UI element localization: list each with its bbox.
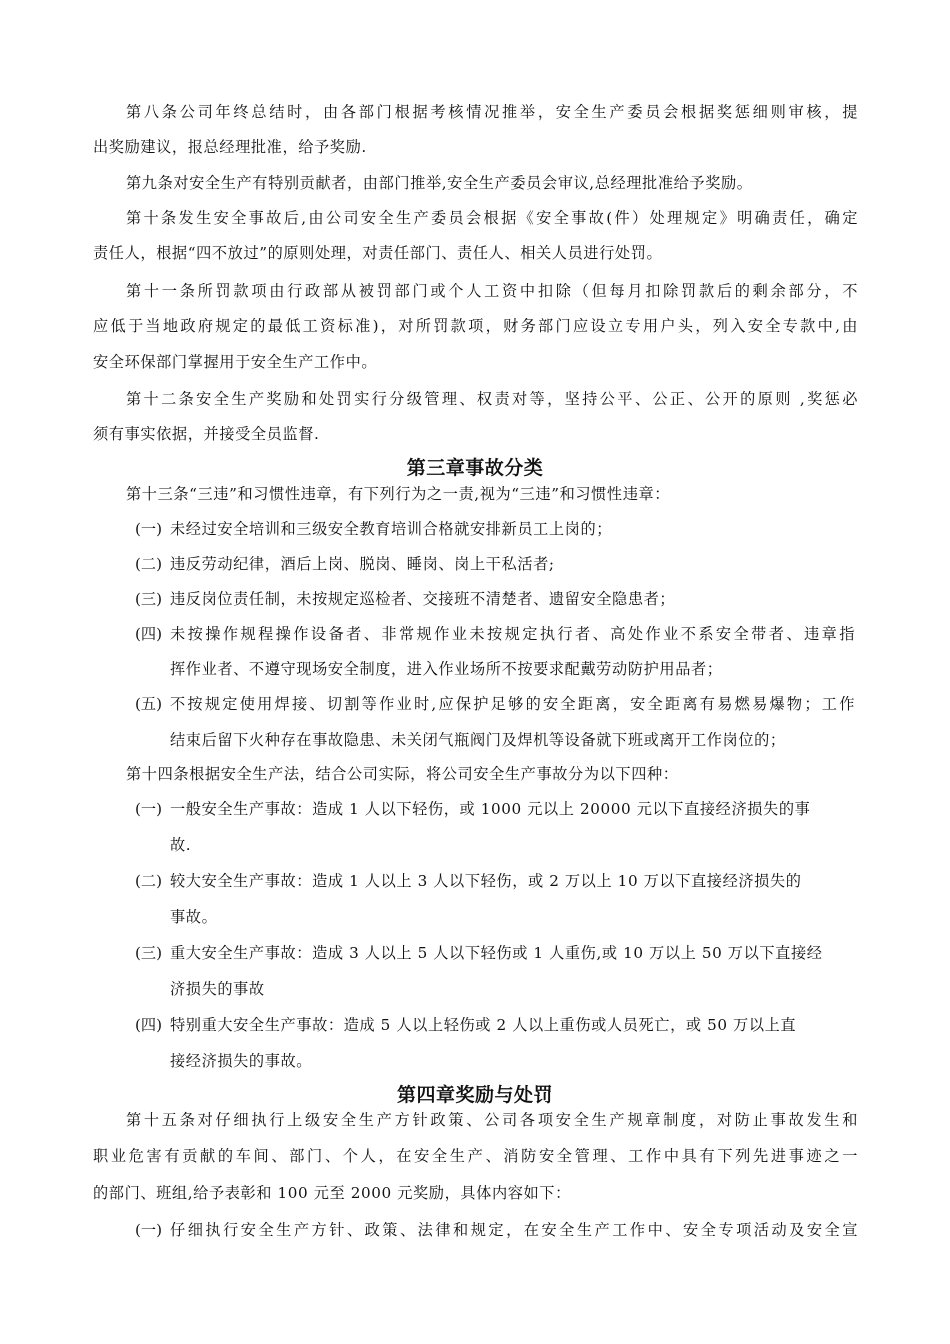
article-10-line-2: 责任人，根据“四不放过”的原则处理，对责任部门、责任人、相关人员进行处罚。 — [93, 244, 663, 262]
item13-1-line-1: 未经过安全培训和三级安全教育培训合格就安排新员工上岗的； — [170, 520, 613, 538]
article-10-line-1: 第十条发生安全事故后,由公司安全生产委员会根据《安全事故(件）处理规定》明确责任，确定 — [126, 209, 858, 227]
item14-1-number: (一) — [135, 800, 163, 818]
item13-5-line-1: 不按规定使用焊接、切割等作业时,应保护足够的安全距离，安全距离有易燃易爆物；工作 — [170, 695, 855, 713]
article-12-line-2: 须有事实依据，并接受全员监督. — [93, 425, 320, 443]
chapter-3-heading: 第三章事故分类 — [406, 457, 544, 479]
article-13-line: 第十三条“三违”和习惯性违章，有下列行为之一责,视为“三违”和习惯性违章： — [126, 485, 671, 503]
article-12-line-1: 第十二条安全生产奖励和处罚实行分级管理、权责对等，坚持公平、公正、公开的原则 ,奖惩必 — [126, 390, 858, 408]
item15-1-line-1: 仔细执行安全生产方针、政策、法律和规定，在安全生产工作中、安全专项活动及安全宣 — [170, 1221, 858, 1239]
article-15-line-1: 第十五条对仔细执行上级安全生产方针政策、公司各项安全生产规章制度，对防止事故发生和 — [126, 1111, 858, 1129]
item13-3-line-1: 违反岗位责任制，未按规定巡检者、交接班不清楚者、遗留安全隐患者； — [170, 590, 676, 608]
item14-4-number: (四) — [135, 1016, 163, 1034]
article-15-line-3: 的部门、班组,给予表彰和 100 元至 2000 元奖励，具体内容如下： — [93, 1184, 571, 1202]
article-15-line-2: 职业危害有贡献的车间、部门、个人，在安全生产、消防安全管理、工作中具有下列先进事迹之一 — [93, 1147, 858, 1165]
item14-1-line-1: 一般安全生产事故：造成 1 人以下轻伤，或 1000 元以上 20000 元以下直接经济损失的事 — [170, 800, 811, 818]
item14-1-line-2: 故. — [170, 836, 192, 854]
item13-4-number: (四) — [135, 625, 163, 643]
article-11-line-2: 应低于当地政府规定的最低工资标准)，对所罚款项，财务部门应设立专用户头，列入安全专款中,由 — [93, 317, 858, 335]
item13-5-line-2: 结束后留下火种存在事故隐患、未关闭气瓶阀门及焊机等设备就下班或离开工作岗位的； — [170, 731, 786, 749]
item14-3-number: (三) — [135, 944, 163, 962]
article-8-line-1: 第八条公司年终总结时，由各部门根据考核情况推举，安全生产委员会根据奖惩细则审核，提 — [126, 103, 858, 121]
chapter-4-heading: 第四章奖励与处罚 — [396, 1084, 553, 1106]
article-11-line-1: 第十一条所罚款项由行政部从被罚部门或个人工资中扣除（但每月扣除罚款后的剩余部分，不 — [126, 282, 858, 300]
item14-4-line-2: 接经济损失的事故。 — [170, 1052, 313, 1070]
item14-2-number: (二) — [135, 872, 163, 890]
item13-4-line-2: 挥作业者、不遵守现场安全制度，进入作业场所不按要求配戴劳动防护用品者； — [170, 660, 723, 678]
item13-5-number: (五) — [135, 695, 163, 713]
article-14-line: 第十四条根据安全生产法，结合公司实际，将公司安全生产事故分为以下四种： — [126, 765, 679, 783]
item14-2-line-1: 较大安全生产事故：造成 1 人以上 3 人以下轻伤，或 2 万以上 10 万以下直接经济损失的 — [170, 872, 802, 890]
item13-3-number: (三) — [135, 590, 163, 608]
article-8-line-2: 出奖励建议，报总经理批准，给予奖励. — [93, 138, 367, 156]
item14-3-line-1: 重大安全生产事故：造成 3 人以上 5 人以下轻伤或 1 人重伤,或 10 万以上 50 万以下直接经 — [170, 944, 823, 962]
item14-4-line-1: 特别重大安全生产事故：造成 5 人以上轻伤或 2 人以上重伤或人员死亡，或 50 万以上直 — [170, 1016, 797, 1034]
article-9-line-1: 第九条对安全生产有特别贡献者，由部门推举,安全生产委员会审议,总经理批准给予奖励。 — [126, 174, 753, 192]
item13-1-number: (一) — [135, 520, 163, 538]
item14-3-line-2: 济损失的事故 — [170, 980, 265, 998]
item13-2-number: (二) — [135, 555, 163, 573]
item15-1-number: (一) — [135, 1221, 163, 1239]
item14-2-line-2: 事故。 — [170, 908, 218, 926]
article-11-line-3: 安全环保部门掌握用于安全生产工作中。 — [93, 353, 378, 371]
item13-2-line-1: 违反劳动纪律，酒后上岗、脱岗、睡岗、岗上干私活者; — [170, 555, 555, 573]
item13-4-line-1: 未按操作规程操作设备者、非常规作业未按规定执行者、高处作业不系安全带者、违章指 — [170, 625, 855, 643]
